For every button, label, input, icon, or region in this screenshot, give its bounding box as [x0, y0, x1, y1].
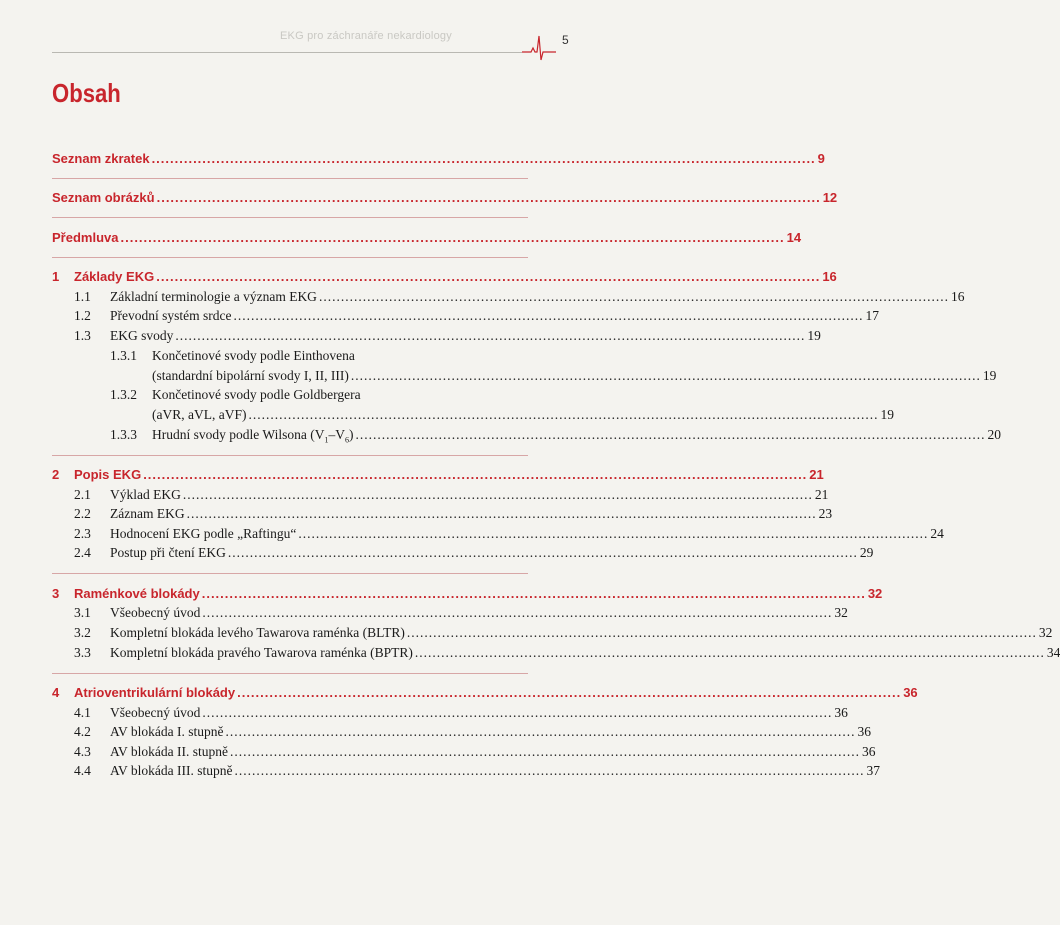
leader-dots: ................................................................................................................................................ [186, 506, 817, 521]
toc-page-number: 34 [1046, 645, 1060, 660]
toc-subsection-1-3-3[interactable] [110, 426, 1001, 445]
section-number: 2.1 [74, 487, 91, 502]
toc-section-1-1[interactable] [74, 288, 965, 306]
toc-entry-label: Všeobecný úvod [110, 605, 201, 620]
toc-page-number: 9 [817, 151, 825, 166]
running-header-title: EKG pro záchranáře nekardiology [280, 30, 452, 42]
toc-page-number: 24 [930, 526, 944, 541]
toc-entry-label: Postup při čtení EKG [110, 545, 226, 560]
toc-page-number: 29 [859, 545, 874, 560]
chapter-number: 1 [52, 269, 60, 284]
toc-page-number: 32 [867, 586, 883, 601]
section-number: 4.3 [74, 744, 91, 759]
toc-entry-zkratky[interactable] [52, 150, 825, 168]
toc-entry-label: Kompletní blokáda levého Tawarova raménka (BLTR) [110, 625, 405, 640]
leader-dots: ................................................................................................................................................ [355, 427, 986, 442]
toc-section-2-1[interactable] [74, 486, 829, 504]
leader-dots: ................................................................................................................................................ [225, 724, 856, 739]
toc-subsection-1-3-2-line2[interactable] [152, 406, 894, 424]
toc-entry-label: AV blokáda II. stupně [110, 744, 228, 759]
toc-page-number: 21 [814, 487, 829, 502]
toc-entry-obrazky[interactable] [52, 189, 838, 207]
toc-entry-label-continued: (standardní bipolární svody I, II, III) [152, 368, 349, 383]
toc-section-3-3[interactable] [74, 644, 1060, 662]
subsection-number: 1.3.1 [110, 348, 137, 363]
toc-section-4-1[interactable] [74, 704, 848, 722]
section-number: 4.1 [74, 705, 91, 720]
toc-chapter-4[interactable] [52, 684, 918, 702]
leader-dots: ................................................................................................................................................ [234, 763, 865, 778]
section-number: 2.2 [74, 506, 91, 521]
leader-dots: ................................................................................................................................................ [151, 151, 816, 166]
section-number: 3.2 [74, 625, 91, 640]
leader-dots: ................................................................................................................................................ [202, 605, 833, 620]
leader-dots: ................................................................................................................................................ [201, 586, 866, 601]
toc-page-number: 19 [982, 368, 997, 383]
toc-section-1-3[interactable] [74, 327, 821, 345]
divider [52, 573, 528, 574]
leader-dots: ................................................................................................................................................ [156, 269, 821, 284]
chapter-number: 2 [52, 467, 60, 482]
subscript: 1 [324, 435, 329, 445]
toc-subsection-1-3-1-line2[interactable] [152, 367, 997, 385]
leader-dots: ................................................................................................................................................ [156, 190, 821, 205]
subsection-number: 1.3.2 [110, 387, 137, 402]
divider [52, 673, 528, 674]
toc-chapter-1[interactable] [52, 268, 837, 286]
section-number: 4.4 [74, 763, 91, 778]
toc-entry-label [152, 426, 353, 444]
divider [52, 178, 528, 179]
leader-dots: ................................................................................................................................................ [237, 685, 902, 700]
divider [52, 217, 528, 218]
page-title: Obsah [52, 78, 121, 108]
toc-subsection-1-3-1-line1[interactable] [110, 347, 526, 365]
toc-page-number: 14 [786, 230, 802, 245]
toc-entry-label: Převodní systém srdce [110, 308, 232, 323]
toc-section-2-4[interactable] [74, 544, 874, 562]
leader-dots: ................................................................................................................................................ [298, 526, 929, 541]
toc-section-4-3[interactable] [74, 743, 876, 761]
toc-entry-label: Atrioventrikulární blokády [74, 685, 236, 700]
label-part: Hrudní svody podle Wilsona (V [152, 427, 325, 442]
toc-page-number: 21 [809, 467, 824, 482]
toc-entry-label: AV blokáda I. stupně [110, 724, 224, 739]
header-rule [52, 52, 522, 53]
toc-section-3-1[interactable] [74, 604, 848, 622]
toc-entry-label: Popis EKG [74, 467, 142, 482]
leader-dots: ................................................................................................................................................ [230, 744, 860, 759]
section-number: 4.2 [74, 724, 91, 739]
leader-dots: ................................................................................................................................................ [120, 230, 785, 245]
toc-entry-label: EKG svody [110, 328, 174, 343]
toc-page-number: 36 [857, 724, 871, 739]
toc-entry-label: Raménkové blokády [74, 586, 200, 601]
toc-section-1-2[interactable] [74, 307, 879, 325]
subscript: 6 [344, 435, 349, 445]
toc-entry-label: AV blokáda III. stupně [110, 763, 233, 778]
leader-dots: ................................................................................................................................................ [202, 705, 833, 720]
leader-dots: ................................................................................................................................................ [248, 407, 879, 422]
section-number: 1.1 [74, 289, 91, 304]
toc-section-4-4[interactable] [74, 762, 880, 780]
toc-page-number: 16 [950, 289, 965, 304]
section-number: 3.3 [74, 645, 91, 660]
divider [52, 257, 528, 258]
leader-dots: ................................................................................................................................................ [175, 328, 806, 343]
toc-section-2-2[interactable] [74, 505, 833, 523]
toc-entry-label: Seznam obrázků [52, 190, 155, 205]
toc-subsection-1-3-2-line1[interactable] [110, 386, 526, 404]
toc-page-number: 19 [807, 328, 821, 343]
label-part: ) [348, 427, 354, 442]
toc-page-number: 12 [822, 190, 838, 205]
toc-section-3-2[interactable] [74, 624, 1053, 642]
toc-entry-label: Předmluva [52, 230, 119, 245]
toc-section-2-3[interactable] [74, 525, 944, 543]
toc-entry-label: Končetinové svody podle Einthovena [152, 348, 355, 363]
chapter-number: 3 [52, 586, 60, 601]
section-number: 1.2 [74, 308, 91, 323]
toc-entry-label: Hodnocení EKG podle „Raftingu“ [110, 526, 297, 541]
toc-page-number: 19 [880, 407, 894, 422]
leader-dots: ................................................................................................................................................ [406, 625, 1037, 640]
toc-entry-label: Kompletní blokáda pravého Tawarova raménka (BPTR) [110, 645, 413, 660]
toc-section-4-2[interactable] [74, 723, 871, 741]
toc-chapter-2[interactable] [52, 466, 824, 484]
toc-page-number: 36 [903, 685, 918, 700]
toc-page-number: 36 [834, 705, 848, 720]
ekg-wave-icon [522, 34, 556, 62]
chapter-number: 4 [52, 685, 60, 700]
leader-dots: ................................................................................................................................................ [318, 289, 949, 304]
toc-entry-label: Všeobecný úvod [110, 705, 201, 720]
toc-page-number: 17 [865, 308, 879, 323]
toc-entry-label: Seznam zkratek [52, 151, 150, 166]
leader-dots: ................................................................................................................................................ [233, 308, 864, 323]
subsection-number: 1.3.3 [110, 427, 137, 442]
section-number: 2.4 [74, 545, 91, 560]
toc-entry-label: Výklad EKG [110, 487, 181, 502]
toc-chapter-3[interactable] [52, 585, 883, 603]
toc-page-number: 36 [862, 744, 876, 759]
toc-entry-label: Záznam EKG [110, 506, 185, 521]
leader-dots: ................................................................................................................................................ [143, 467, 808, 482]
leader-dots: ................................................................................................................................................ [227, 545, 858, 560]
toc-entry-label-continued: (aVR, aVL, aVF) [152, 407, 247, 422]
toc-page-number: 20 [987, 427, 1001, 442]
section-number: 3.1 [74, 605, 91, 620]
section-number: 2.3 [74, 526, 91, 541]
leader-dots: ................................................................................................................................................ [182, 487, 813, 502]
toc-page-number: 37 [866, 763, 880, 778]
toc-page-number: 32 [1038, 625, 1053, 640]
toc-page-number: 16 [822, 269, 837, 284]
toc-page-number: 23 [818, 506, 833, 521]
toc-entry-label: Základy EKG [74, 269, 155, 284]
divider [52, 455, 528, 456]
toc-entry-label: Končetinové svody podle Goldbergera [152, 387, 361, 402]
label-part: –V [328, 427, 345, 442]
toc-entry-label: Základní terminologie a význam EKG [110, 289, 317, 304]
toc-page-number: 32 [834, 605, 848, 620]
leader-dots: ................................................................................................................................................ [414, 645, 1045, 660]
page-number: 5 [562, 33, 569, 47]
toc-entry-predmluva[interactable] [52, 229, 802, 247]
leader-dots: ................................................................................................................................................ [350, 368, 981, 383]
section-number: 1.3 [74, 328, 91, 343]
